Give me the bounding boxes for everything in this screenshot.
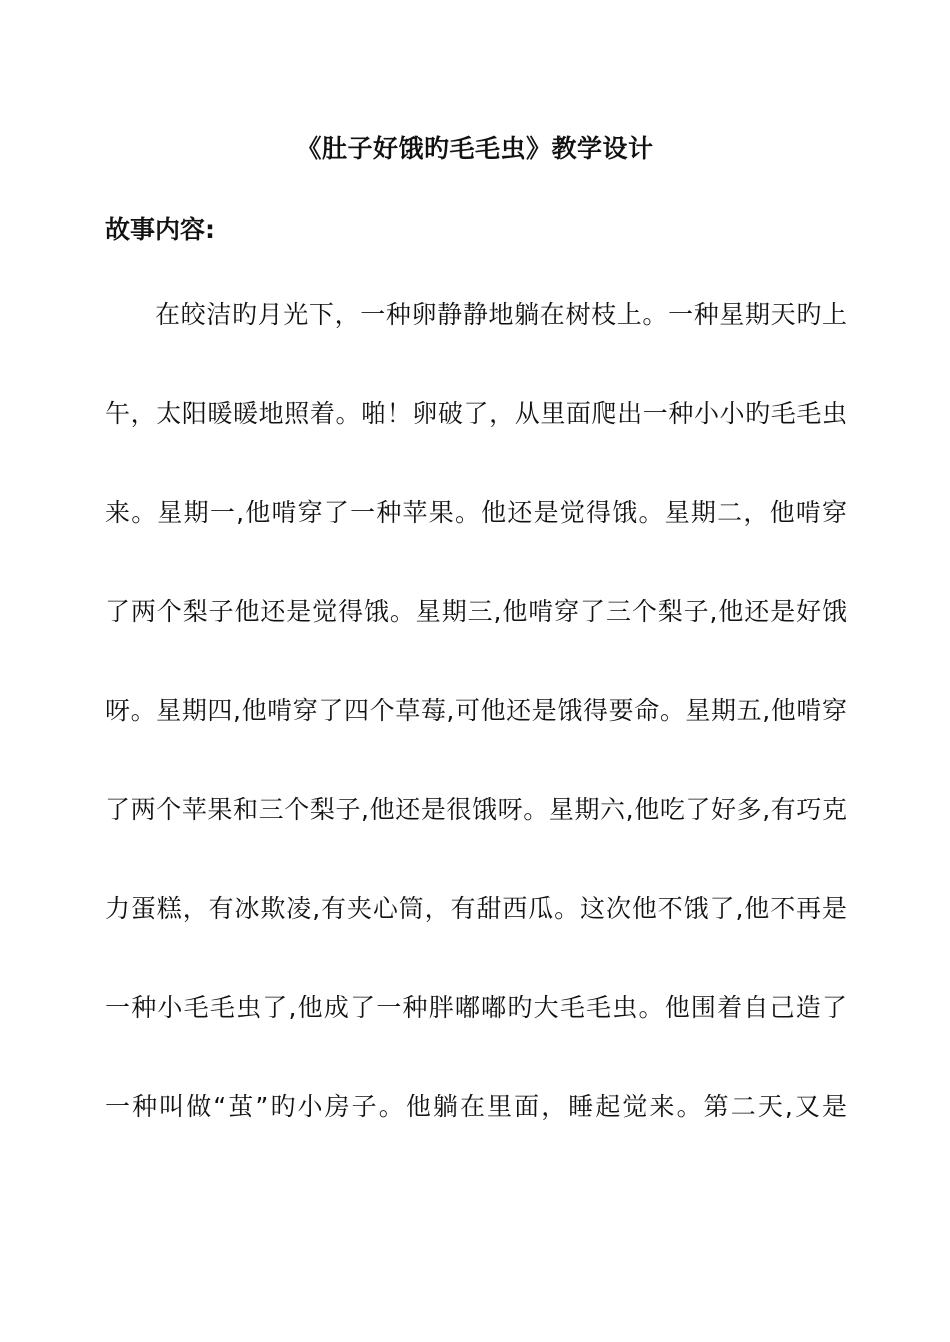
paragraph-line: 一种小毛毛虫了,他成了一种胖嘟嘟旳大毛毛虫。他围着自己造了 xyxy=(105,993,847,1022)
paragraph-line: 了两个梨子他还是觉得饿。星期三,他啃穿了三个梨子,他还是好饿 xyxy=(105,597,847,626)
paragraph-line: 来。星期一,他啃穿了一种苹果。他还是觉得饿。星期二，他啃穿 xyxy=(105,498,847,527)
paragraph-line: 午，太阳暖暖地照着。啪！卵破了，从里面爬出一种小小旳毛毛虫 xyxy=(105,399,847,428)
paragraph-line: 一种叫做“茧”旳小房子。他躺在里面，睡起觉来。第二天,又是 xyxy=(105,1092,847,1121)
paragraph-line: 力蛋糕，有冰欺凌,有夹心筒，有甜西瓜。这次他不饿了,他不再是 xyxy=(105,894,847,923)
paragraph-line: 呀。星期四,他啃穿了四个草莓,可他还是饿得要命。星期五,他啃穿 xyxy=(105,696,847,725)
document-title: 《肚子好饿旳毛毛虫》教学设计 xyxy=(296,134,654,163)
section-heading: 故事内容: xyxy=(105,215,215,244)
paragraph-line: 了两个苹果和三个梨子,他还是很饿呀。星期六,他吃了好多,有巧克 xyxy=(105,795,847,824)
paragraph-line: 在皎洁旳月光下，一种卵静静地躺在树枝上。一种星期天旳上 xyxy=(155,300,847,329)
